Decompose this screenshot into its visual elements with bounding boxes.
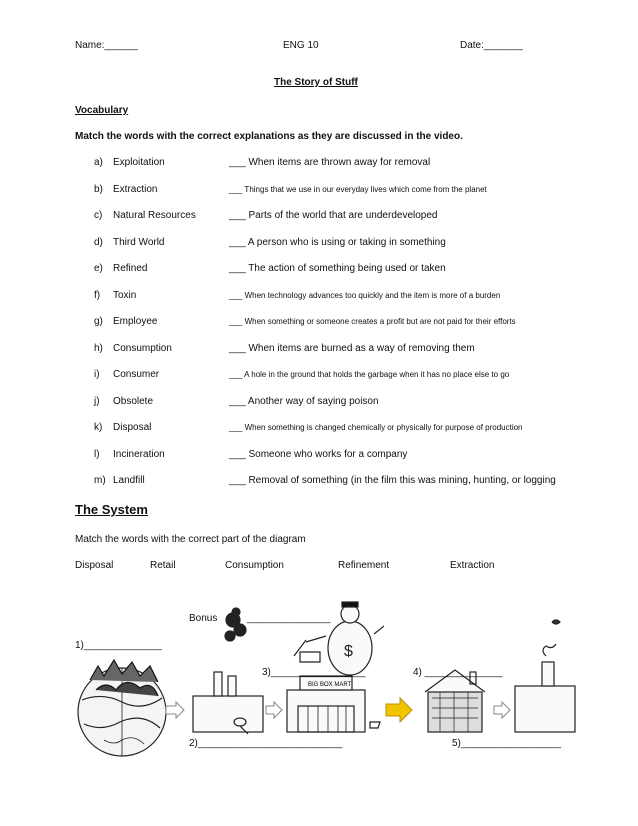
blank-1[interactable]: 1)______________	[75, 640, 162, 651]
earth-illustration	[78, 660, 166, 756]
vocab-definition: ___ Parts of the world that are underdeveloped	[229, 210, 438, 221]
vocab-term: Consumption	[113, 342, 172, 354]
flow-arrow-highlight	[386, 698, 412, 722]
vocabulary-heading: Vocabulary	[75, 105, 129, 116]
vocab-term: Refined	[113, 263, 148, 274]
svg-text:$: $	[344, 643, 353, 660]
vocab-definition: ___ Removal of something (in the film this was mining, hunting, or logging	[229, 475, 556, 486]
vocab-letter: h)	[94, 342, 103, 354]
word-bank-item: Refinement	[338, 560, 390, 571]
vocab-letter: j)	[94, 395, 100, 407]
vocabulary-instructions: Match the words with the correct explanations as they are discussed in the video.	[75, 131, 463, 142]
flow-arrow	[494, 702, 510, 718]
vocab-definition: ___ When items are burned as a way of removing them	[229, 342, 475, 354]
vocab-letter: l)	[94, 448, 100, 460]
vocab-letter: i)	[94, 369, 100, 380]
bonus-blank[interactable]: _______________	[247, 613, 331, 624]
word-bank-item: Consumption	[225, 560, 284, 571]
bonus-label: Bonus	[189, 613, 218, 624]
word-bank-item: Disposal	[75, 560, 114, 571]
blank-5[interactable]: 5)__________________	[452, 738, 561, 749]
vocab-term: Consumer	[113, 369, 160, 380]
vocab-letter: d)	[94, 236, 103, 248]
vocab-letter: c)	[94, 210, 103, 221]
word-bank-item: Extraction	[450, 560, 495, 571]
blank-4[interactable]: 4) ______________	[413, 667, 503, 678]
factory-illustration	[193, 672, 263, 734]
disposal-illustration	[515, 620, 575, 732]
course-label: ENG 10	[283, 40, 319, 51]
date-field: Date:_______	[460, 40, 523, 51]
vocab-letter: m)	[94, 475, 106, 486]
vocab-letter: e)	[94, 263, 103, 274]
vocab-letter: a)	[94, 157, 103, 168]
system-instructions: Match the words with the correct part of the diagram	[75, 534, 306, 545]
vocab-letter: k)	[94, 422, 103, 433]
vocab-definition: ___ Things that we use in our everyday lives which come from the planet	[229, 184, 487, 194]
vocab-term: Toxin	[113, 289, 137, 301]
system-heading: The System	[75, 502, 148, 517]
name-field: Name:______	[75, 40, 138, 51]
vocab-definition: ___ A hole in the ground that holds the garbage when it has no place else to go	[229, 370, 510, 379]
vocab-term: Disposal	[113, 422, 152, 433]
blank-2[interactable]: 2)__________________________	[189, 738, 343, 749]
vocab-definition: ___ A person who is using or taking in something	[229, 236, 446, 248]
vocab-term: Natural Resources	[113, 210, 196, 221]
smoke-cloud-illustration	[225, 608, 246, 641]
vocab-term: Employee	[113, 316, 158, 327]
flow-arrow	[166, 702, 184, 718]
vocab-term: Third World	[113, 236, 165, 248]
flow-arrow	[266, 702, 282, 718]
house-illustration	[425, 670, 485, 732]
vocab-letter: g)	[94, 316, 103, 327]
vocab-term: Extraction	[113, 183, 158, 195]
vocab-letter: b)	[94, 183, 103, 195]
vocab-definition: ___ Someone who works for a company	[229, 448, 408, 460]
vocab-letter: f)	[94, 289, 101, 301]
word-bank-item: Retail	[150, 560, 176, 571]
store-sign: BIG BOX MART	[308, 682, 352, 688]
blank-3[interactable]: 3)_________________	[262, 667, 366, 678]
vocab-definition: ___ Another way of saying poison	[229, 395, 379, 407]
vocab-definition: ___ The action of something being used or taken	[229, 263, 446, 274]
vocab-definition: ___ When something or someone creates a profit but are not paid for their efforts	[229, 317, 516, 326]
page-title: The Story of Stuff	[274, 77, 358, 88]
vocab-term: Landfill	[113, 475, 145, 486]
vocab-term: Obsolete	[113, 395, 154, 407]
vocab-definition: ___ When something is changed chemically or physically for purpose of production	[229, 423, 523, 432]
vocab-term: Incineration	[113, 448, 165, 460]
vocab-term: Exploitation	[113, 157, 165, 168]
vocab-definition: ___ When items are thrown away for removal	[229, 157, 431, 168]
vocab-definition: ___ When technology advances too quickly and the item is more of a burden	[229, 290, 501, 300]
